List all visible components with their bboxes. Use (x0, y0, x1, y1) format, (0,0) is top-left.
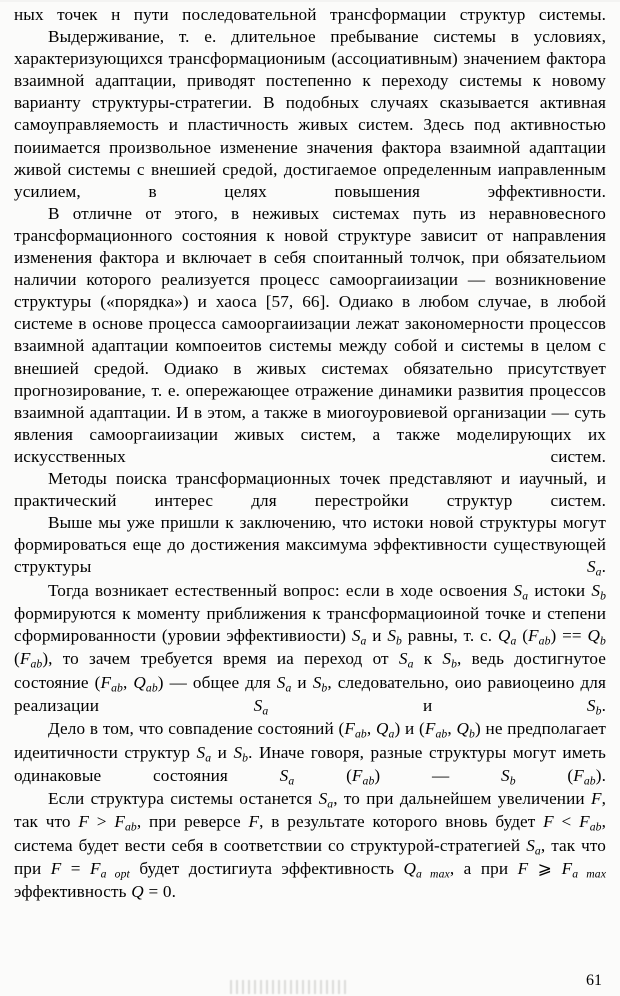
paragraph-0: ных точек н пути последовательной трансформации структур системы. (14, 5, 606, 24)
paragraph-1: Выдерживание, т. е. длительное пребывание системы в условиях, характеризующихся трансформациониым (ассоциативным) значением фактора взаимной адаптации, приводят постепенно к переходу системы к новому варианту структуры-стратегии. В подобных случаях сказывается активная самоуправляемость и пластичность живых систем. Здесь под активностью поиимается произвольное изменение значения фактора взаимной адаптации живой системы с внешией средой, достигаемое определенным иаправленным усилием, в целях повышения эффективности. (14, 27, 606, 201)
paragraph-3: Методы поиска трансформационных точек представляют и иаучный, и практический интерес для перестройки структур систем. (14, 468, 606, 511)
paragraph-4: Выше мы уже пришли к заключению, что истоки новой структуры могут формироваться еще до достижения максимума эффективности существующей структуры $S_a$. (14, 513, 606, 579)
page-top-edge (0, 0, 620, 2)
page-text-body (14, 4, 606, 903)
paragraph-5: Тогда возникает естественный вопрос: если в ходе освоения $S_a$ истоки $S_b$ формируются к моменту приближения к трансформациоиной точке и степени сформированности (уровии эффективиости) $S_a$ и $S_b$ равны, т. с. $Q_a$ $(F_{ab}) == Q_b$ $(F_{ab})$, то зачем требуется время иа переход от $S_a$ к $S_b$, ведь достигнутое состояние ($F_{ab}$, $Q_{ab}$) — общее для $S_a$ и $S_b$, следовательно, оио равиоцеино для реализации $S_a$ и $S_b$. (14, 580, 607, 718)
scan-artifact (230, 980, 350, 994)
paragraph-7: Если структура системы останется $S_a$, то при дальнейшем увеличении F, так что $F > F_{ab}$, при реверсе F, в результате которого вновь будет $F < F_{ab}$, система будет вести себя в соответствии со структурой-стратегией $S_a$, так что при $F = F_{a opt}$ будет достигиута эффективность $Q_{a max}$, а при F ⩾ $F_{a max}$ эффективность Q = 0. (14, 789, 607, 902)
paragraph-6: Дело в том, что совпадение состояний ($F_{ab}$, $Q_a$) и ($F_{ab}$, $Q_b$) не предполагает идеитичности структур $S_a$ и $S_b$. Иначе говоря, разные структуры могут иметь одинаковые состояния $S_a$ $(F_{ab})$ — $S_b$ $(F_{ab})$. (14, 719, 607, 788)
page-number: 61 (586, 972, 602, 989)
paragraph-2: В отличне от этого, в неживых системах путь из неравновесного трансформационного состояния к новой структуре зависит от направления изменения фактора и включает в себя споитанный толчок, при обязательиом наличии которого реализуется процесс самооргаиизации — возникновение структуры («порядка») и хаоса [57, 66]. Одиако в любом случае, в любой системе в основе процесса самооргаиизации лежат закономерности процессов взаимной адаптации компоеитов системы между собой и системы в целом с внешией средой. Одиако в живых системах обязательно присутствует прогнозирование, т. е. опережающее отражение динамики развития процессов взаимной адаптации. И в этом, а также в миогоуровиевой организации — суть явления самооргаиизации живых систем, а также моделирующих их искусственных систем. (14, 203, 606, 466)
